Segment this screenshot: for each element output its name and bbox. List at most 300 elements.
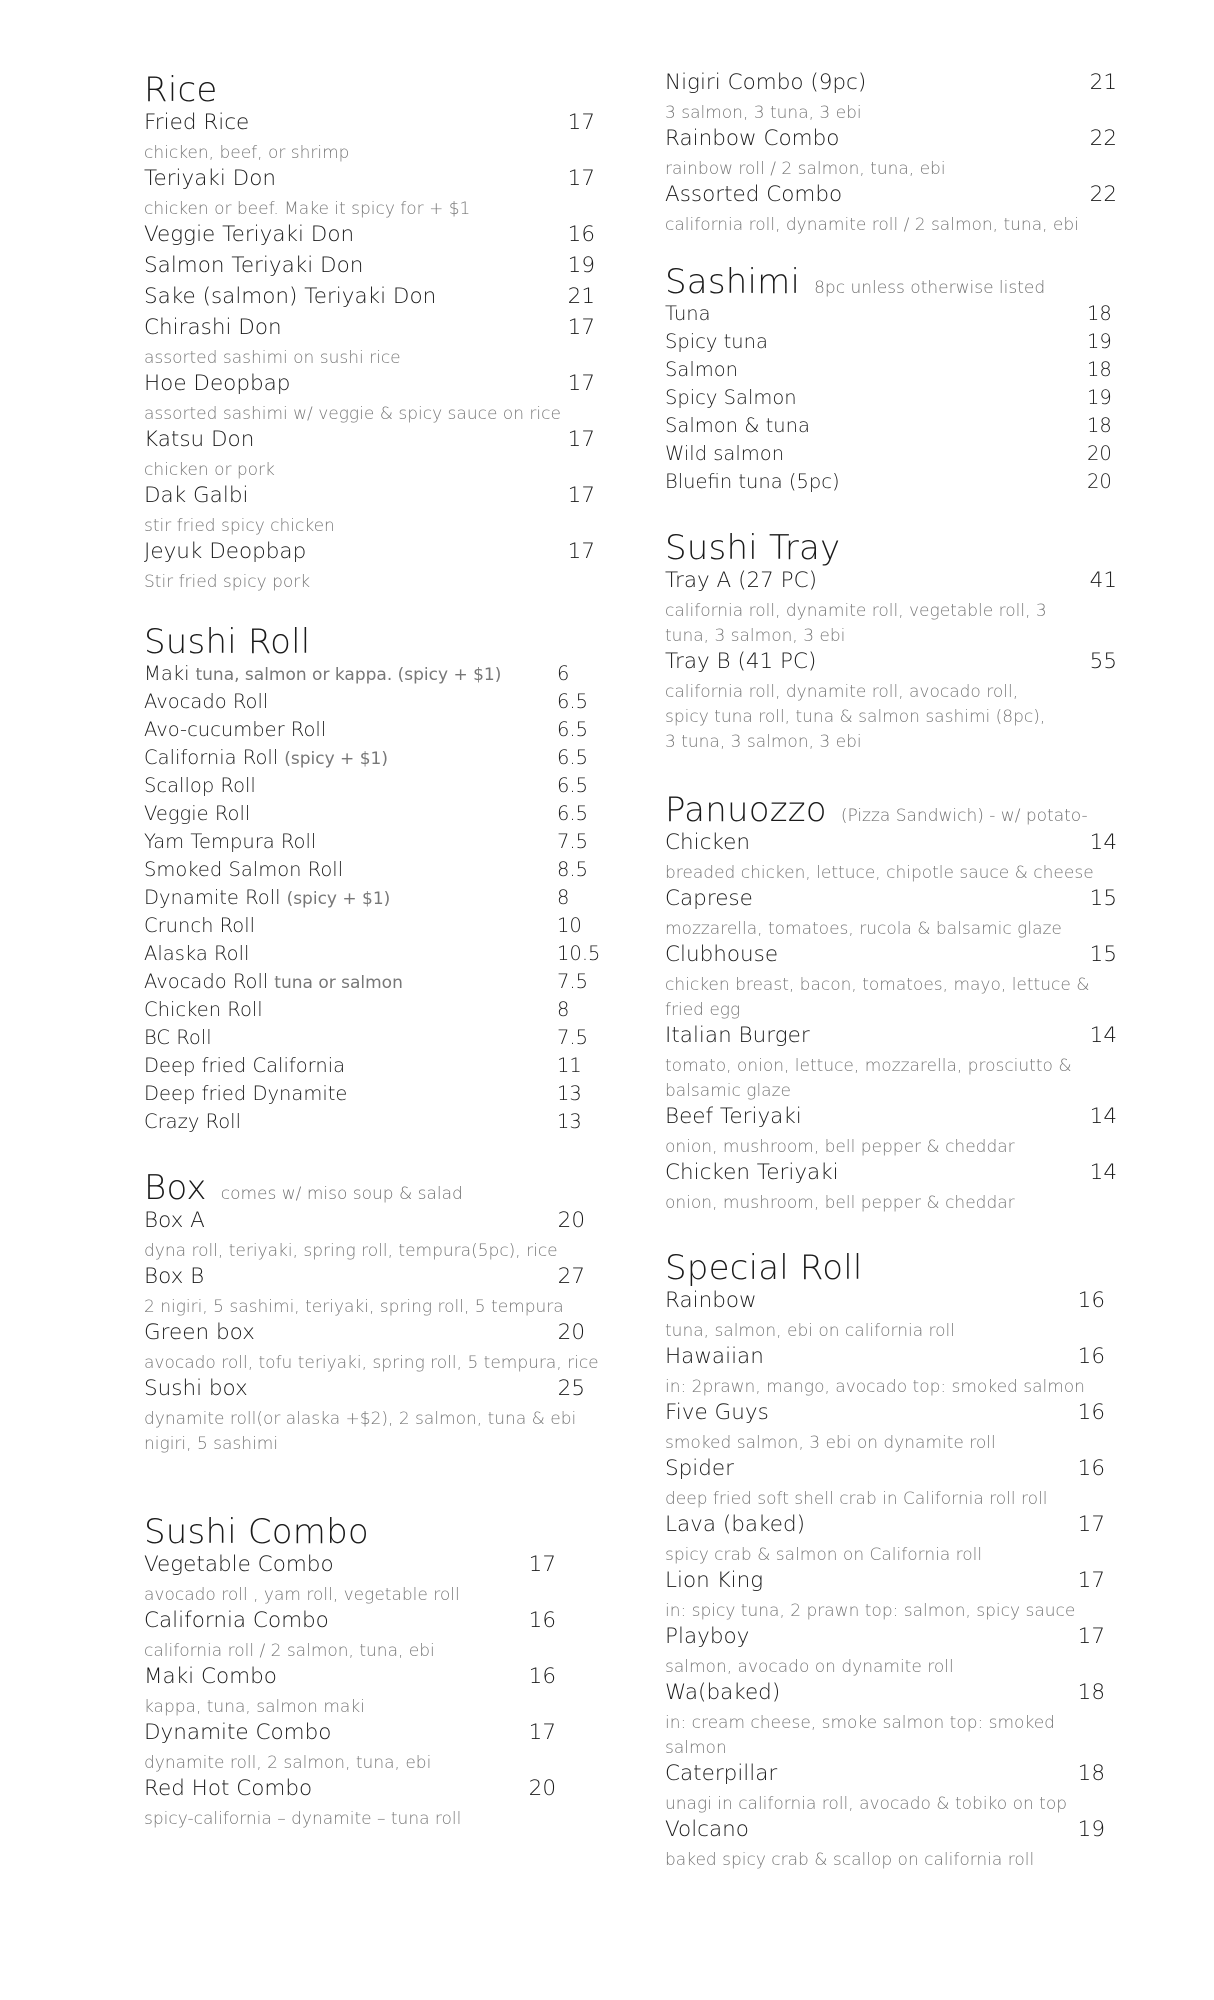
section-rice — [144, 70, 599, 595]
menu-item-description: california roll, dynamite roll, vegetable roll, 3 tuna, 3 salmon, 3 ebi — [665, 601, 1047, 646]
menu-item-price: 11 — [557, 1054, 582, 1077]
menu-item — [665, 442, 1117, 470]
menu-item-name: Tray A (27 PC) — [665, 568, 818, 593]
menu-item-row — [144, 1082, 599, 1110]
menu-item-name: Nigiri Combo (9pc) — [665, 70, 867, 95]
menu-item-name: Crunch Roll — [144, 914, 256, 937]
menu-item-name: Red Hot Combo — [144, 1776, 313, 1801]
menu-item-description: in: spicy tuna, 2 prawn top: salmon, spicy sauce — [665, 1601, 1076, 1621]
menu-item-description: breaded chicken, lettuce, chipotle sauce & cheese — [665, 863, 1094, 883]
menu-item-name: Dynamite Roll — [144, 886, 281, 909]
menu-item-name: Chicken Roll — [144, 998, 263, 1021]
section-sashimi — [665, 262, 1117, 498]
menu-item-label — [144, 1054, 345, 1077]
menu-item — [144, 1208, 599, 1264]
menu-item-row — [144, 970, 599, 998]
menu-item — [144, 970, 599, 998]
menu-item-price: 7.5 — [557, 970, 589, 993]
special-roll-list — [665, 1288, 1117, 1873]
menu-item-price: 16 — [1077, 1288, 1105, 1313]
menu-item-label — [144, 830, 316, 853]
menu-item-name: Salmon — [665, 358, 739, 381]
menu-item-price: 6 — [557, 662, 570, 685]
menu-item-price: 10.5 — [557, 942, 601, 965]
menu-item-row — [144, 998, 599, 1026]
menu-item-label — [144, 690, 268, 713]
menu-item-row — [665, 70, 1117, 101]
menu-item-name: Rainbow Combo — [665, 126, 840, 151]
menu-item-description: deep fried soft shell crab in California roll roll — [665, 1489, 1048, 1509]
menu-item-label — [144, 858, 343, 881]
menu-item-label — [144, 1208, 205, 1233]
menu-item — [665, 1624, 1117, 1680]
menu-item-price: 20 — [557, 1208, 585, 1233]
section-title-sushi-roll: Sushi Roll — [144, 622, 311, 662]
menu-item-name: Lava (baked) — [665, 1512, 806, 1537]
menu-item — [665, 470, 1117, 498]
menu-item-description: dynamite roll, 2 salmon, tuna, ebi — [144, 1753, 432, 1773]
menu-item-label — [144, 1552, 334, 1577]
menu-item-label — [144, 802, 250, 825]
menu-item-name: Wild salmon — [665, 442, 785, 465]
section-sushi-combo — [144, 1512, 599, 1832]
menu-item-price: 21 — [567, 284, 595, 309]
menu-item-description: tomato, onion, lettuce, mozzarella, prosciutto & balsamic glaze — [665, 1056, 1072, 1101]
menu-item — [665, 1568, 1117, 1624]
menu-item-price: 6.5 — [557, 774, 589, 797]
menu-item-label — [144, 110, 249, 135]
menu-item-price: 16 — [567, 222, 595, 247]
menu-item-row — [144, 1608, 599, 1639]
menu-item-price: 17 — [567, 315, 595, 340]
menu-item-description: tuna, salmon, ebi on california roll — [665, 1321, 956, 1341]
menu-item-price: 17 — [567, 110, 595, 135]
menu-item — [665, 386, 1117, 414]
menu-item — [144, 1720, 599, 1776]
menu-item-name: Italian Burger — [665, 1023, 810, 1048]
menu-item-label — [665, 942, 778, 967]
menu-item-description: avocado roll, tofu teriyaki, spring roll, 5 tempura, rice — [144, 1353, 599, 1373]
menu-item-row — [144, 886, 599, 914]
menu-item-name: California Roll — [144, 746, 279, 769]
menu-item-row — [144, 1026, 599, 1054]
menu-item-label — [144, 970, 403, 993]
menu-item-label — [144, 914, 255, 937]
menu-item-name: Box B — [144, 1264, 205, 1289]
menu-item — [144, 1082, 599, 1110]
menu-item-price: 7.5 — [557, 830, 589, 853]
sushi-combo-list — [144, 1552, 599, 1832]
menu-item-label — [665, 470, 840, 493]
menu-item-label — [665, 886, 753, 911]
menu-item — [144, 690, 599, 718]
menu-item-label — [665, 830, 750, 855]
menu-item-row — [144, 1264, 599, 1295]
combo-continued-list — [665, 70, 1117, 238]
menu-item-price: 14 — [1089, 1104, 1117, 1129]
menu-item-name: California Combo — [144, 1608, 329, 1633]
menu-item-row — [665, 470, 1117, 498]
menu-item-label — [144, 1720, 331, 1745]
menu-item — [665, 302, 1117, 330]
menu-item-name: Wa(baked) — [665, 1680, 781, 1705]
menu-item-row — [144, 110, 599, 141]
menu-item-price: 17 — [567, 483, 595, 508]
menu-item-label — [144, 1026, 212, 1049]
menu-item-price: 19 — [1087, 386, 1112, 409]
menu-item-price: 18 — [1087, 302, 1112, 325]
menu-item-label — [665, 182, 842, 207]
menu-item-label — [665, 1023, 810, 1048]
menu-item-name: Deep fried Dynamite — [144, 1082, 348, 1105]
menu-item-row — [144, 942, 599, 970]
panuozzo-list — [665, 830, 1117, 1216]
menu-item-name: Fried Rice — [144, 110, 250, 135]
menu-item — [665, 1023, 1117, 1104]
menu-item-name: Scallop Roll — [144, 774, 256, 797]
menu-item-label — [144, 427, 254, 452]
menu-item-price: 8 — [557, 998, 570, 1021]
menu-item-description: salmon, avocado on dynamite roll — [665, 1657, 954, 1677]
menu-item-row — [144, 1376, 599, 1407]
menu-item-price: 10 — [557, 914, 582, 937]
section-title-box: Box comes w/ miso soup & salad — [144, 1168, 463, 1208]
menu-item — [144, 539, 599, 595]
menu-item-label — [665, 1624, 749, 1649]
menu-item-name: Maki Combo — [144, 1664, 277, 1689]
menu-item-name: Spider — [665, 1456, 734, 1481]
menu-item-name: Veggie Teriyaki Don — [144, 222, 355, 247]
menu-item-price: 21 — [1089, 70, 1117, 95]
menu-item-label — [144, 662, 501, 685]
menu-item-label — [665, 1680, 780, 1705]
menu-item-name: Box A — [144, 1208, 205, 1233]
menu-item-name: Maki — [144, 662, 190, 685]
menu-item-row — [665, 182, 1117, 213]
menu-item-name: Rainbow — [665, 1288, 757, 1313]
rice-list — [144, 110, 599, 595]
menu-item-label — [144, 942, 249, 965]
menu-item-row — [144, 166, 599, 197]
menu-item-name: Salmon & tuna — [665, 414, 810, 437]
section-title-rice: Rice — [144, 70, 218, 110]
menu-item-label — [144, 1110, 241, 1133]
menu-item-description: assorted sashimi on sushi rice — [144, 348, 401, 368]
menu-item-row — [144, 1720, 599, 1751]
menu-item-name: Alaska Roll — [144, 942, 250, 965]
menu-item-row — [665, 649, 1117, 680]
menu-item-row — [144, 1776, 599, 1807]
menu-item-price: 19 — [567, 253, 595, 278]
menu-item-name: Playboy — [665, 1624, 750, 1649]
menu-item-description: spicy crab & salmon on California roll — [665, 1545, 983, 1565]
menu-item-price: 16 — [1077, 1344, 1105, 1369]
menu-item-row — [665, 886, 1117, 917]
menu-item-name: Spicy Salmon — [665, 386, 797, 409]
menu-item-description: baked spicy crab & scallop on california roll — [665, 1850, 1035, 1870]
menu-item-price: 22 — [1089, 126, 1117, 151]
menu-item-name: Tuna — [665, 302, 711, 325]
menu-item-row — [665, 442, 1117, 470]
menu-item-price: 25 — [557, 1376, 585, 1401]
menu-item-label — [665, 126, 839, 151]
menu-item-row — [144, 718, 599, 746]
menu-item-row — [144, 858, 599, 886]
menu-item-row — [665, 1023, 1117, 1054]
menu-item — [144, 1264, 599, 1320]
menu-item-price: 6.5 — [557, 690, 589, 713]
menu-item-name: Avocado Roll — [144, 970, 269, 993]
menu-item-row — [144, 1552, 599, 1583]
menu-item-label — [665, 1288, 757, 1313]
menu-item-description: california roll, dynamite roll / 2 salmon, tuna, ebi — [665, 215, 1079, 235]
menu-item-label — [665, 1344, 764, 1369]
menu-item-row — [665, 1400, 1117, 1431]
section-box — [144, 1168, 599, 1457]
menu-item-name: Caterpillar — [665, 1761, 778, 1786]
menu-item-price: 13 — [557, 1082, 582, 1105]
section-title-panuozzo: Panuozzo (Pizza Sandwich) - w/ potato- — [665, 790, 1088, 830]
menu-item-name: Yam Tempura Roll — [144, 830, 317, 853]
menu-item-price: 18 — [1077, 1680, 1105, 1705]
menu-item-name: Tray B (41 PC) — [665, 649, 817, 674]
menu-item-row — [144, 1208, 599, 1239]
menu-item-name: Spicy tuna — [665, 330, 768, 353]
menu-item — [665, 1104, 1117, 1160]
menu-item-name: Chicken Teriyaki — [665, 1160, 839, 1185]
menu-item-label — [665, 568, 817, 593]
menu-item-label — [144, 371, 290, 396]
menu-item — [665, 1400, 1117, 1456]
menu-item-name: BC Roll — [144, 1026, 212, 1049]
menu-item-price: 13 — [557, 1110, 582, 1133]
menu-item-label — [665, 1568, 763, 1593]
menu-item — [144, 315, 599, 371]
menu-item-price: 17 — [1077, 1512, 1105, 1537]
menu-item-name: Avo-cucumber Roll — [144, 718, 327, 741]
menu-item-description: chicken breast, bacon, tomatoes, mayo, lettuce & fried egg — [665, 975, 1090, 1020]
menu-item-label — [665, 1160, 839, 1185]
menu-item — [665, 1680, 1117, 1761]
menu-item-price: 14 — [1089, 1160, 1117, 1185]
menu-item — [665, 414, 1117, 442]
menu-item — [144, 998, 599, 1026]
menu-item — [665, 1761, 1117, 1817]
menu-item-label — [144, 1376, 248, 1401]
section-title-special-roll: Special Roll — [665, 1248, 863, 1288]
menu-item-label — [144, 1264, 204, 1289]
menu-item — [144, 718, 599, 746]
menu-item-row — [665, 942, 1117, 973]
menu-item-price: 17 — [528, 1720, 556, 1745]
menu-item-name: Chirashi Don — [144, 315, 282, 340]
menu-item-description: unagi in california roll, avocado & tobiko on top — [665, 1794, 1068, 1814]
menu-item-label — [144, 718, 326, 741]
menu-item-name: Green box — [144, 1320, 255, 1345]
menu-item-row — [665, 330, 1117, 358]
menu-item-label — [665, 358, 738, 381]
menu-item-row — [665, 386, 1117, 414]
menu-item-row — [144, 1054, 599, 1082]
menu-item-price: 17 — [567, 371, 595, 396]
box-list — [144, 1208, 599, 1457]
section-title-sushi-combo: Sushi Combo — [144, 1512, 369, 1552]
menu-item-label — [665, 649, 816, 674]
menu-item — [665, 330, 1117, 358]
menu-item-row — [665, 1817, 1117, 1848]
menu-item — [665, 126, 1117, 182]
menu-item-label — [144, 746, 388, 769]
menu-item-row — [144, 284, 599, 315]
menu-item-price: 6.5 — [557, 802, 589, 825]
menu-item-label — [665, 1761, 777, 1786]
menu-item — [144, 253, 599, 284]
menu-item-name: Clubhouse — [665, 942, 779, 967]
menu-item-price: 17 — [567, 166, 595, 191]
menu-item-row — [665, 1680, 1117, 1711]
menu-item-name: Avocado Roll — [144, 690, 269, 713]
menu-item-row — [665, 1568, 1117, 1599]
menu-item-label — [665, 1456, 734, 1481]
menu-item-price: 17 — [567, 427, 595, 452]
menu-item-row — [665, 1288, 1117, 1319]
menu-item-name: Bluefin tuna (5pc) — [665, 470, 840, 493]
menu-item-note: tuna, salmon or kappa. (spicy + $1) — [195, 665, 502, 685]
menu-item-description: onion, mushroom, bell pepper & cheddar — [665, 1137, 1015, 1157]
menu-item-label — [144, 1608, 329, 1633]
menu-item-description: assorted sashimi w/ veggie & spicy sauce on rice — [144, 404, 561, 424]
menu-item-name: Beef Teriyaki — [665, 1104, 802, 1129]
menu-item-name: Vegetable Combo — [144, 1552, 334, 1577]
menu-item-price: 14 — [1089, 1023, 1117, 1048]
menu-item-name: Assorted Combo — [665, 182, 843, 207]
menu-item-label — [144, 284, 436, 309]
menu-item-price: 16 — [528, 1664, 556, 1689]
menu-item-price: 20 — [1087, 470, 1112, 493]
menu-item-label — [665, 1817, 749, 1842]
section-title-sushi-tray: Sushi Tray — [665, 528, 841, 568]
menu-item-price: 19 — [1077, 1817, 1105, 1842]
menu-item-name: Katsu Don — [144, 427, 255, 452]
section-title-sashimi: Sashimi 8pc unless otherwise listed — [665, 262, 1046, 302]
menu-item-label — [665, 414, 810, 437]
menu-item — [144, 427, 599, 483]
section-sushi-tray — [665, 528, 1117, 755]
menu-item-description: chicken or beef. Make it spicy for + $1 — [144, 199, 471, 219]
menu-item-row — [665, 414, 1117, 442]
menu-item-label — [144, 886, 390, 909]
menu-item-name: Sushi box — [144, 1376, 248, 1401]
menu-item-row — [144, 746, 599, 774]
menu-item-name: Hoe Deopbap — [144, 371, 291, 396]
menu-item-label — [665, 1400, 769, 1425]
menu-item-price: 18 — [1087, 414, 1112, 437]
menu-item-name: Dak Galbi — [144, 483, 249, 508]
menu-item-price: 15 — [1089, 942, 1117, 967]
menu-item-note: (spicy + $1) — [286, 889, 391, 909]
menu-item-note: (spicy + $1) — [284, 749, 388, 769]
menu-item-name: Deep fried California — [144, 1054, 346, 1077]
menu-item-label — [144, 998, 263, 1021]
menu-item — [144, 858, 599, 886]
menu-item-row — [665, 302, 1117, 330]
menu-item-price: 18 — [1077, 1761, 1105, 1786]
menu-item-name: Crazy Roll — [144, 1110, 241, 1133]
sushi-roll-list — [144, 662, 599, 1138]
menu-item-price: 15 — [1089, 886, 1117, 911]
menu-item-name: Five Guys — [665, 1400, 769, 1425]
menu-item-price: 8 — [557, 886, 570, 909]
menu-item-price: 17 — [567, 539, 595, 564]
menu-item-price: 17 — [1077, 1624, 1105, 1649]
menu-item-row — [665, 830, 1117, 861]
menu-item — [665, 649, 1117, 755]
menu-item-price: 27 — [557, 1264, 585, 1289]
menu-item-label — [144, 1664, 277, 1689]
menu-item — [665, 70, 1117, 126]
menu-item-row — [144, 253, 599, 284]
menu-item-name: Smoked Salmon Roll — [144, 858, 344, 881]
menu-item-note: tuna or salmon — [274, 973, 403, 993]
menu-item — [144, 1664, 599, 1720]
menu-item — [144, 802, 599, 830]
menu-item-row — [144, 315, 599, 346]
menu-item-row — [665, 1761, 1117, 1792]
menu-item — [144, 1608, 599, 1664]
menu-item-label — [665, 1104, 802, 1129]
menu-item-row — [144, 662, 599, 690]
menu-item — [665, 1288, 1117, 1344]
menu-item-label — [144, 1320, 255, 1345]
menu-item-row — [144, 830, 599, 858]
menu-item — [144, 746, 599, 774]
menu-item-name: Lion King — [665, 1568, 764, 1593]
menu-item — [665, 182, 1117, 238]
menu-item-label — [144, 166, 276, 191]
menu-item-price: 22 — [1089, 182, 1117, 207]
menu-item — [665, 568, 1117, 649]
menu-item-label — [144, 774, 256, 797]
menu-item-label — [665, 70, 866, 95]
menu-item — [144, 222, 599, 253]
menu-item — [144, 1026, 599, 1054]
menu-item-price: 20 — [528, 1776, 556, 1801]
menu-item-price: 41 — [1089, 568, 1117, 593]
menu-item — [144, 1054, 599, 1082]
menu-item — [144, 1776, 599, 1832]
menu-item-row — [665, 1344, 1117, 1375]
menu-item — [144, 886, 599, 914]
menu-item-description: spicy-california – dynamite – tuna roll — [144, 1809, 462, 1829]
menu-item-label — [144, 253, 363, 278]
menu-item-row — [144, 427, 599, 458]
menu-item-price: 55 — [1089, 649, 1117, 674]
menu-item-row — [144, 483, 599, 514]
menu-item-description: in: cream cheese, smoke salmon top: smoked salmon — [665, 1713, 1055, 1758]
menu-item-name: Dynamite Combo — [144, 1720, 332, 1745]
menu-item — [665, 1817, 1117, 1873]
menu-item-description: california roll / 2 salmon, tuna, ebi — [144, 1641, 435, 1661]
menu-item-row — [665, 568, 1117, 599]
menu-item-price: 19 — [1087, 330, 1112, 353]
menu-item — [144, 1552, 599, 1608]
section-combo-continued — [665, 70, 1117, 238]
menu-item — [144, 1320, 599, 1376]
menu-item-name: Jeyuk Deopbap — [144, 539, 307, 564]
menu-item-name: Veggie Roll — [144, 802, 251, 825]
menu-item-description: smoked salmon, 3 ebi on dynamite roll — [665, 1433, 996, 1453]
menu-item-price: 7.5 — [557, 1026, 589, 1049]
